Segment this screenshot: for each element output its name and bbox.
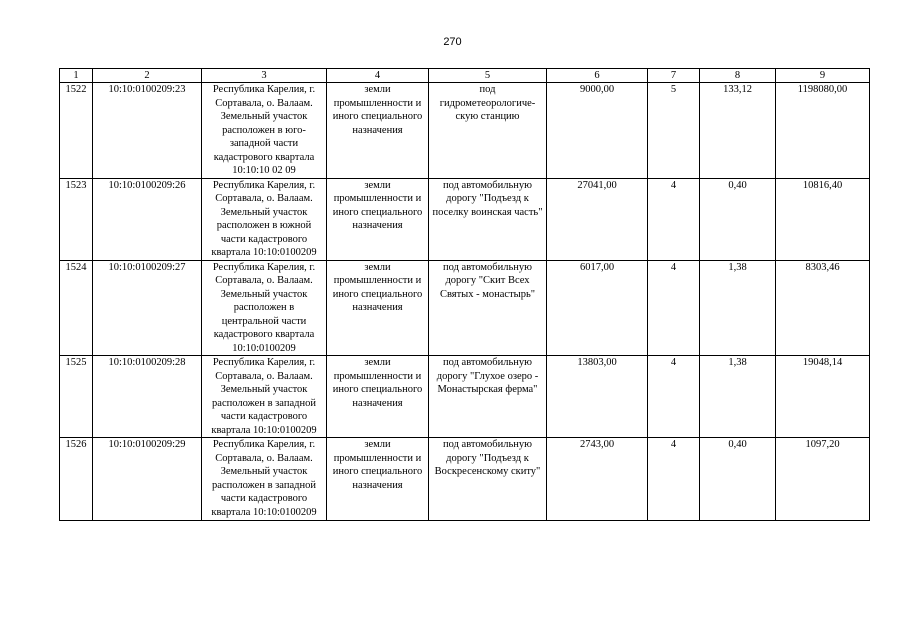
header-col-4: 4 — [327, 69, 429, 83]
header-col-1: 1 — [60, 69, 93, 83]
header-col-9: 9 — [776, 69, 870, 83]
cadastral-cost: 1198080,00 — [776, 83, 870, 179]
land-category: земли промышленности и иного специального назначения — [327, 83, 429, 179]
area: 13803,00 — [547, 356, 648, 438]
cadastral-number: 10:10:0100209:27 — [93, 260, 202, 356]
row-number: 1523 — [60, 178, 93, 260]
table-row — [60, 178, 870, 260]
table-row — [60, 438, 870, 521]
row-number: 1522 — [60, 83, 93, 179]
rate: 0,40 — [700, 178, 776, 260]
rate: 1,38 — [700, 260, 776, 356]
cadastral-number: 10:10:0100209:29 — [93, 438, 202, 521]
row-number: 1525 — [60, 356, 93, 438]
cadastral-number: 10:10:0100209:23 — [93, 83, 202, 179]
cadastral-cost: 8303,46 — [776, 260, 870, 356]
cadastral-cost: 1097,20 — [776, 438, 870, 521]
cadastral-number: 10:10:0100209:26 — [93, 178, 202, 260]
page-number: 270 — [443, 36, 462, 48]
rate: 133,12 — [700, 83, 776, 179]
land-category: земли промышленности и иного специального назначения — [327, 178, 429, 260]
row-number: 1524 — [60, 260, 93, 356]
area: 2743,00 — [547, 438, 648, 521]
permitted-use: под автомобильную дорогу "Глухое озеро - Монастырская ферма" — [429, 356, 547, 438]
area: 6017,00 — [547, 260, 648, 356]
group: 4 — [648, 260, 700, 356]
group: 4 — [648, 438, 700, 521]
group: 4 — [648, 178, 700, 260]
area: 27041,00 — [547, 178, 648, 260]
land-category: земли промышленности и иного специального назначения — [327, 260, 429, 356]
table-row — [60, 356, 870, 438]
address: Республика Карелия, г. Сортавала, о. Валаам. Земельный участок расположен в западной части кадастрового квартала 10:10:0100209 — [202, 438, 327, 521]
header-col-6: 6 — [547, 69, 648, 83]
permitted-use: под гидрометеорологиче-скую станцию — [429, 83, 547, 179]
land-category: земли промышленности и иного специального назначения — [327, 356, 429, 438]
group: 4 — [648, 356, 700, 438]
land-registry-table — [59, 68, 870, 521]
permitted-use: под автомобильную дорогу "Скит Всех Святых - монастырь" — [429, 260, 547, 356]
group: 5 — [648, 83, 700, 179]
land-category: земли промышленности и иного специального назначения — [327, 438, 429, 521]
table-row — [60, 83, 870, 179]
address: Республика Карелия, г. Сортавала, о. Валаам. Земельный участок расположен в юго-западной части кадастрового квартала 10:10:10 02 09 — [202, 83, 327, 179]
address: Республика Карелия, г. Сортавала, о. Валаам. Земельный участок расположен в западной части кадастрового квартала 10:10:0100209 — [202, 356, 327, 438]
permitted-use: под автомобильную дорогу "Подъезд к поселку воинская часть" — [429, 178, 547, 260]
header-col-7: 7 — [648, 69, 700, 83]
cadastral-cost: 10816,40 — [776, 178, 870, 260]
rate: 0,40 — [700, 438, 776, 521]
cadastral-cost: 19048,14 — [776, 356, 870, 438]
header-col-8: 8 — [700, 69, 776, 83]
cadastral-number: 10:10:0100209:28 — [93, 356, 202, 438]
header-row — [60, 69, 870, 83]
header-col-3: 3 — [202, 69, 327, 83]
row-number: 1526 — [60, 438, 93, 521]
permitted-use: под автомобильную дорогу "Подъезд к Воскресенскому скиту" — [429, 438, 547, 521]
address: Республика Карелия, г. Сортавала, о. Валаам. Земельный участок расположен в центральной части кадастрового квартала 10:10:0100209 — [202, 260, 327, 356]
header-col-2: 2 — [93, 69, 202, 83]
area: 9000,00 — [547, 83, 648, 179]
rate: 1,38 — [700, 356, 776, 438]
table-row — [60, 260, 870, 356]
header-col-5: 5 — [429, 69, 547, 83]
address: Республика Карелия, г. Сортавала, о. Валаам. Земельный участок расположен в южной части кадастрового квартала 10:10:0100209 — [202, 178, 327, 260]
